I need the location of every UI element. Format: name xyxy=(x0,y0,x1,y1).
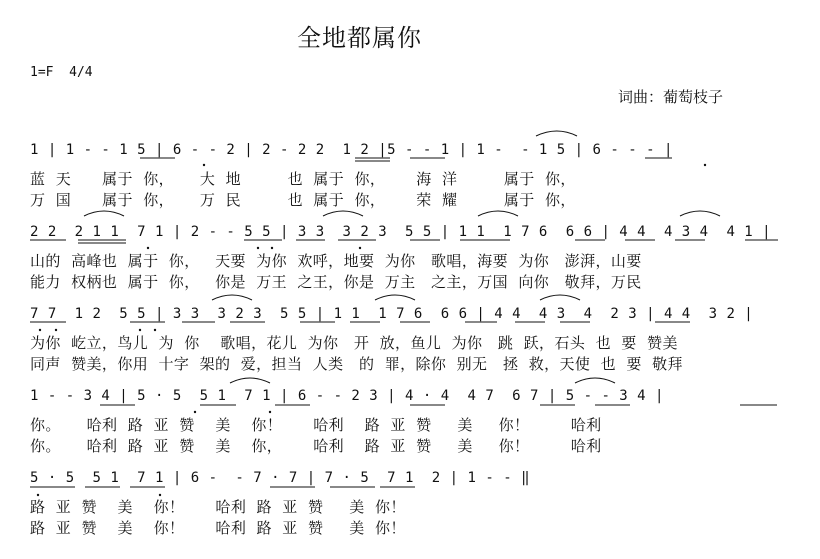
lyrics-5-verse-2: 路 亚 赞 美 你！ 哈利 路 亚 赞 美 你！ xyxy=(30,519,406,537)
author-credit: 词曲：葡萄枝子 xyxy=(618,88,724,106)
lyrics-4-verse-1: 你。 哈利 路 亚 赞 美 你！ 哈利 路 亚 赞 美 你！ 哈利 xyxy=(30,416,602,434)
lyrics-2-verse-1: 山的 高峰也 属于 你， 天要 为你 欢呼，地要 为你 歌唱，海要 为你 澎湃，山要 xyxy=(30,252,642,270)
melody-line-4: 1 - - 3 4 | 5 · 5 5 1 7 1 | 6 - - 2 3 | 4 · 4 4 7 6 7 | 5 - - 3 4 | xyxy=(30,388,664,404)
song-title: 全地都属你 xyxy=(297,24,422,52)
lyrics-4-verse-2: 你。 哈利 路 亚 赞 美 你， 哈利 路 亚 赞 美 你！ 哈利 xyxy=(30,437,602,455)
melody-line-1: 1 | 1 - - 1 5 | 6 - - 2 | 2 - 2 2 1 2 |5 - - 1 | 1 - - 1 5 | 6 - - - | xyxy=(30,142,673,158)
melody-line-3: 7 7 1 2 5 5 | 3 3 3 2 3 5 5 | 1 1 1 7 6 6 6 | 4 4 4 3 4 2 3 | 4 4 3 2 | xyxy=(30,306,754,322)
melody-line-5: 5 · 5 5 1 7 1 | 6 - - 7 · 7 | 7 · 5 7 1 2 | 1 - - ‖ xyxy=(30,470,531,486)
lyrics-3-verse-1: 为你 屹立，鸟儿 为 你 歌唱，花儿 为你 开 放，鱼儿 为你 跳 跃，石头 也 要 赞美 xyxy=(30,334,678,352)
key-signature: 1=F 4/4 xyxy=(30,65,93,80)
lyrics-1-verse-2: 万 国 属于 你， 万 民 也 属于 你， 荣 耀 属于 你， xyxy=(30,191,576,209)
lyrics-1-verse-1: 蓝 天 属于 你， 大 地 也 属于 你， 海 洋 属于 你， xyxy=(30,170,576,188)
lyrics-2-verse-2: 能力 权柄也 属于 你， 你是 万王 之王，你是 万主 之主，万国 向你 敬拜，万民 xyxy=(30,273,642,291)
lyrics-3-verse-2: 同声 赞美，你用 十字 架的 爱，担当 人类 的 罪，除你 别无 拯 救，天使 也 要 敬拜 xyxy=(30,355,683,373)
lyrics-5-verse-1: 路 亚 赞 美 你！ 哈利 路 亚 赞 美 你！ xyxy=(30,498,406,516)
melody-line-2: 2 2 2 1 1 7 1 | 2 - - 5 5 | 3 3 3 2 3 5 5 | 1 1 1 7 6 6 6 | 4 4 4 3 4 4 1 | xyxy=(30,224,772,240)
